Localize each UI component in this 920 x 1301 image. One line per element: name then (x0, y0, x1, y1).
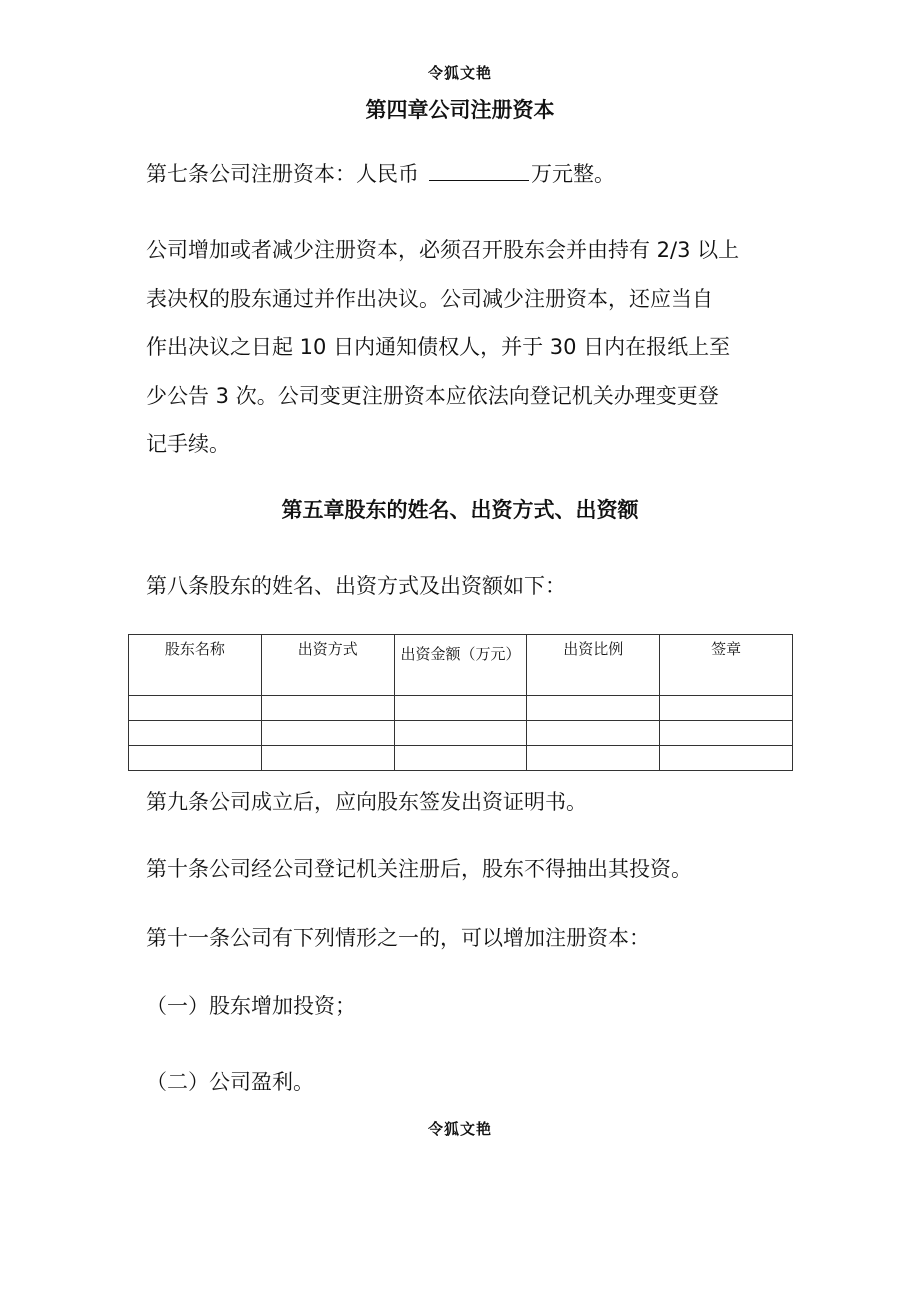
table-cell (129, 721, 262, 746)
chapter-5-title: 第五章股东的姓名、出资方式、出资额 (281, 498, 639, 522)
col-signature: 签章 (660, 635, 793, 696)
table-row (129, 746, 793, 771)
table-cell (261, 721, 394, 746)
paragraph-line: 公司增加或者减少注册资本，必须召开股东会并由持有 2/3 以上 (146, 238, 740, 262)
table-cell (660, 746, 793, 771)
capital-change-paragraph (146, 226, 801, 469)
col-contribution-ratio: 出资比例 (527, 635, 660, 696)
article-10: 第十条公司经公司登记机关注册后，股东不得抽出其投资。 (146, 857, 692, 881)
chapter-4-title: 第四章公司注册资本 (365, 98, 555, 122)
article-7 (146, 158, 615, 188)
table-row (129, 721, 793, 746)
table-row (129, 696, 793, 721)
article-9: 第九条公司成立后，应向股东签发出资证明书。 (146, 790, 587, 814)
paragraph-line: 作出决议之日起 10 日内通知债权人，并于 30 日内在报纸上至 (146, 335, 731, 359)
table-cell (394, 696, 527, 721)
article-7-suffix: 万元整。 (531, 162, 615, 186)
paragraph-line: 记手续。 (146, 432, 230, 456)
table-cell (527, 721, 660, 746)
shareholder-table (128, 634, 793, 771)
col-contribution-amount: 出资金额（万元） (394, 635, 527, 696)
table-cell (261, 746, 394, 771)
col-shareholder-name: 股东名称 (129, 635, 262, 696)
table-cell (527, 696, 660, 721)
table-cell (129, 696, 262, 721)
paragraph-line: 少公告 3 次。公司变更注册资本应依法向登记机关办理变更登 (146, 383, 719, 408)
article-7-prefix: 第七条公司注册资本：人民币 (146, 162, 419, 186)
table-cell (129, 746, 262, 771)
table-header-row (129, 635, 793, 696)
page-footer: 令狐文艳 (427, 1120, 492, 1138)
col-contribution-method: 出资方式 (261, 635, 394, 696)
table-cell (527, 746, 660, 771)
table-cell (261, 696, 394, 721)
list-item-1: （一）股东增加投资； (146, 994, 356, 1018)
list-item-2: （二）公司盈利。 (146, 1070, 314, 1094)
article-11: 第十一条公司有下列情形之一的，可以增加注册资本： (146, 926, 650, 950)
table-cell (660, 721, 793, 746)
table-cell (394, 721, 527, 746)
amount-blank-field (429, 162, 529, 181)
table-cell (394, 746, 527, 771)
article-8: 第八条股东的姓名、出资方式及出资额如下： (146, 574, 566, 598)
page-header: 令狐文艳 (427, 64, 492, 82)
paragraph-line: 表决权的股东通过并作出决议。公司减少注册资本，还应当自 (146, 286, 713, 311)
table-cell (660, 696, 793, 721)
